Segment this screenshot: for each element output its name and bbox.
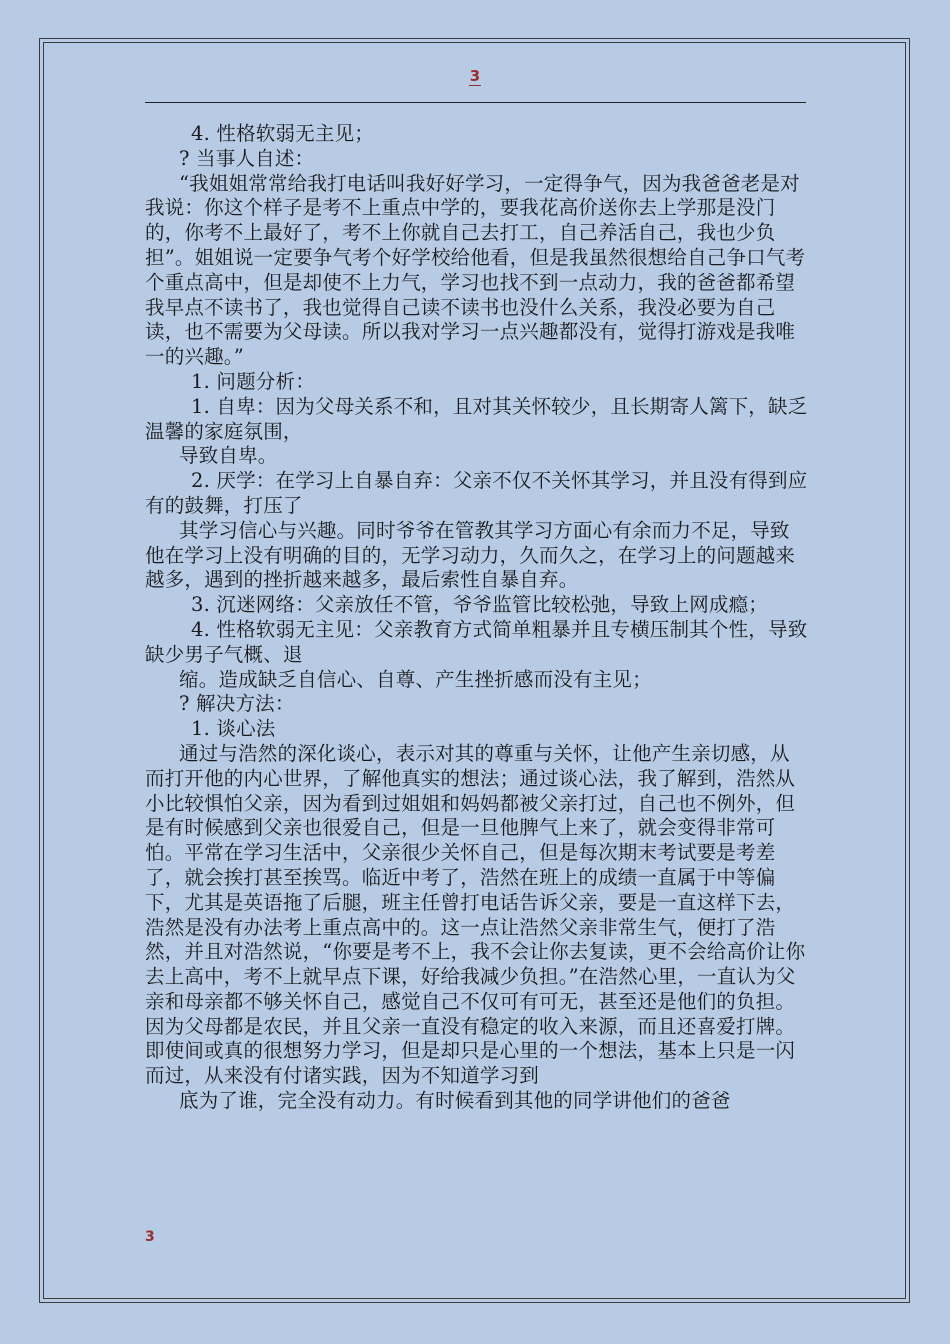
paragraph: 1. 自卑：因为父母关系不和，且对其关怀较少，且长期寄人篱下，缺乏温馨的家庭氛围，	[145, 394, 808, 443]
paragraph: ? 当事人自述：	[179, 146, 315, 170]
paragraph: 底为了谁，完全没有动力。有时候看到其他的同学讲他们的爸爸	[179, 1089, 731, 1113]
paragraph: 4. 性格软弱无主见；	[191, 122, 375, 145]
paragraph: ? 解决方法：	[179, 692, 295, 716]
paragraph: 通过与浩然的深化谈心，表示对其的尊重与关怀，让他产生亲切感，从而打开他的内心世界，了解他真实的想法；通过谈心法，我了解到，浩然从小比较惧怕父亲，因为看到过姐姐和妈妈都被父亲打过，自己也不例外，但是有时候感到父亲也很爱自己，但是一旦他脾气上来了，就会变得非常可怕。平常在学习生活中，父亲很少关怀自己，但是每次期末考试要是考差了，就会挨打甚至挨骂。临近中考了，浩然在班上的成绩一直属于中等偏下，尤其是英语拖了后腿，班主任曾打电话告诉父亲，要是一直这样下去，浩然是没有办法考上重点高中的。这一点让浩然父亲非常生气，便打了浩然，并且对浩然说，“你要是考不上，我不会让你去复读，更不会给高价让你去上高中，考不上就早点下课，好给我减少负担。”在浩然心里，一直认为父亲和母亲都不够关怀自己，感觉自己不仅可有可无，甚至还是他们的负担。因为父母都是农民，并且父亲一直没有稳定的收入来源，而且还喜爱打牌。即使间或真的很想努力学习，但是却只是心里的一个想法，基本上只是一闪而过，从来没有付诸实践，因为不知道学习到	[145, 741, 806, 1088]
footer-page-number: 3	[145, 1229, 155, 1245]
paragraph: 2. 厌学：在学习上自暴自弃：父亲不仅不关怀其学习，并且没有得到应有的鼓舞，打压了	[145, 469, 808, 517]
paragraph: 1. 谈心法	[191, 717, 276, 741]
paragraph: 1. 问题分析：	[191, 369, 315, 393]
paragraph: 3. 沉迷网络：父亲放任不管，爷爷监管比较松弛，导致上网成瘾；	[191, 593, 769, 617]
document-body	[145, 122, 809, 1114]
paragraph: 缩。造成缺乏自信心、自尊、产生挫折感而没有主见；	[179, 667, 652, 691]
paragraph: 其学习信心与兴趣。同时爷爷在管教其学习方面心有余而力不足，导致他在学习上没有明确的目的，无学习动力，久而久之，在学习上的问题越来越多，遇到的挫折越来越多，最后索性自暴自弃。	[145, 518, 796, 592]
header-page-number: 3	[469, 67, 481, 85]
paragraph: 导致自卑。	[179, 444, 278, 468]
paragraph: 4. 性格软弱无主见：父亲教育方式简单粗暴并且专横压制其个性，导致缺少男子气概、退	[145, 617, 808, 666]
paragraph: “我姐姐常常给我打电话叫我好好学习，一定得争气，因为我爸爸老是对我说：你这个样子是考不上重点中学的，要我花高价送你去上学那是没门的，你考不上最好了，考不上你就自己去打工，自己养活自己，我也少负担”。姐姐说一定要争气考个好学校给他看，但是我虽然很想给自己争口气考个重点高中，但是却使不上力气，学习也找不到一点动力，我的爸爸都希望我早点不读书了，我也觉得自己读不读书也没什么关系，我没必要为自己读，也不需要为父母读。所以我对学习一点兴趣都没有，觉得打游戏是我唯一的兴趣。”	[145, 171, 806, 369]
header-divider	[145, 102, 806, 103]
